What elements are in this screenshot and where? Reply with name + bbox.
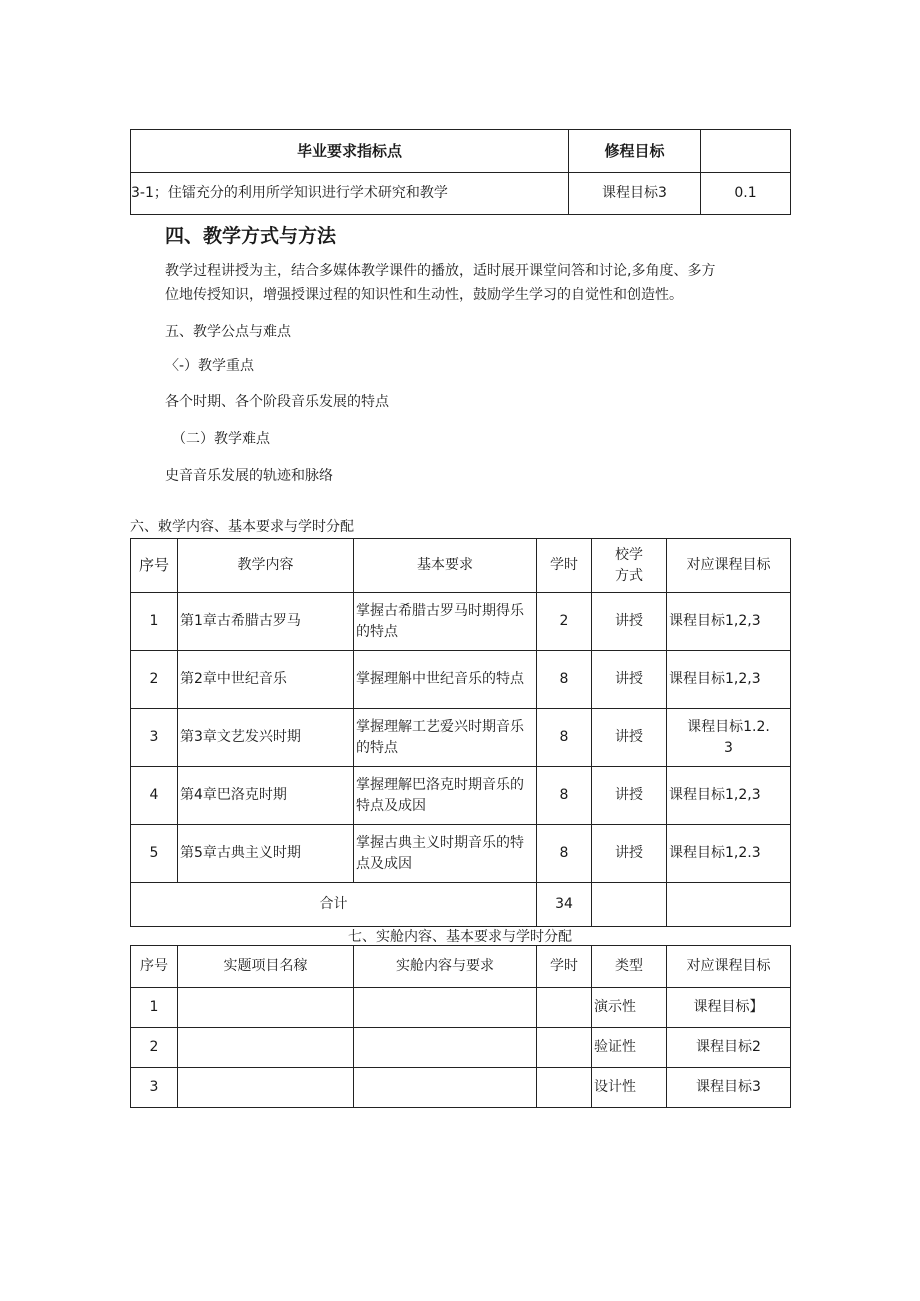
exp-header-type: 类型 <box>592 946 667 988</box>
course-goal-cell: 课程目标3 <box>569 173 701 215</box>
table-row <box>131 767 791 825</box>
exp-header-no: 序号 <box>131 946 178 988</box>
teaching-content-table <box>130 538 791 927</box>
row-no: 1 <box>131 593 178 651</box>
row-goal: 课程目标1,2.3 <box>667 825 791 883</box>
row-goal-line2: 3 <box>724 739 733 756</box>
section5-sub1: 〈-）教学重点 <box>165 358 255 374</box>
row-content: 第4章巴洛克时期 <box>178 767 354 825</box>
exp-row-name <box>178 988 354 1028</box>
table-row <box>131 988 791 1028</box>
graduation-requirement-table <box>130 129 791 215</box>
exp-header-hours: 学时 <box>537 946 592 988</box>
row-content: 第1章古希腊古罗马 <box>178 593 354 651</box>
row-method: 讲授 <box>592 651 667 709</box>
row-hours: 8 <box>537 709 592 767</box>
exp-row-no: 1 <box>131 988 178 1028</box>
total-row <box>131 883 791 927</box>
section5-sub2-text: 史音音乐发展的轨迹和脉络 <box>165 468 333 484</box>
row-method: 讲授 <box>592 593 667 651</box>
header-method-line1: 校学 <box>615 546 643 563</box>
section4-paragraph-line1: 教学过程讲授为主，结合多媒体教学课件的播放，适时展开课堂问答和讨论,多角度、多方 <box>165 263 716 279</box>
weight-cell: 0.1 <box>701 173 791 215</box>
exp-row-goal: 课程目标3 <box>667 1068 791 1108</box>
row-goal: 课程目标1,2,3 <box>667 767 791 825</box>
section4-paragraph-line2: 位地传授知识，增强授课过程的知识性和生动性，鼓励学生学习的自觉性和创造性。 <box>165 287 683 303</box>
row-goal <box>667 709 791 767</box>
row-no: 4 <box>131 767 178 825</box>
row-hours: 8 <box>537 767 592 825</box>
row-hours: 8 <box>537 825 592 883</box>
header-course-goal: 修程目标 <box>569 130 701 173</box>
header-goal: 对应课程目标 <box>667 539 791 593</box>
total-label: 合计 <box>131 883 537 927</box>
exp-row-hours <box>537 1068 592 1108</box>
header-no: 序号 <box>131 539 178 593</box>
row-no: 3 <box>131 709 178 767</box>
exp-row-type: 设计性 <box>592 1068 667 1108</box>
row-content: 第5章古典主义时期 <box>178 825 354 883</box>
row-goal-line1: 课程目标1.2. <box>687 718 770 735</box>
row-hours: 2 <box>537 593 592 651</box>
row-requirement: 掌握理解工艺爱兴时期音乐的特点 <box>354 709 537 767</box>
section5-sub2: （二）教学难点 <box>172 431 270 447</box>
header-method-line2: 方式 <box>615 567 643 584</box>
exp-row-name <box>178 1028 354 1068</box>
exp-header-content: 实舱内容与要求 <box>354 946 537 988</box>
section6-title: 六、敕学内容、基本要求与学时分配 <box>130 519 354 535</box>
exp-row-no: 3 <box>131 1068 178 1108</box>
row-goal: 课程目标1,2,3 <box>667 593 791 651</box>
exp-row-type: 验证性 <box>592 1028 667 1068</box>
table-row <box>131 825 791 883</box>
row-method: 讲授 <box>592 825 667 883</box>
indicator-cell: 3-1；住镭充分的利用所学知识进行学术研究和教学 <box>131 173 569 215</box>
exp-header-name: 实题项目名稼 <box>178 946 354 988</box>
row-requirement: 掌握古典主义时期音乐的特点及成因 <box>354 825 537 883</box>
exp-row-hours <box>537 1028 592 1068</box>
exp-row-goal: 课程目标2 <box>667 1028 791 1068</box>
header-indicator: 毕业要求指标点 <box>131 130 569 173</box>
exp-row-name <box>178 1068 354 1108</box>
table-row <box>131 1028 791 1068</box>
row-method: 讲授 <box>592 709 667 767</box>
exp-row-type: 演示性 <box>592 988 667 1028</box>
row-no: 2 <box>131 651 178 709</box>
total-hours: 34 <box>537 883 592 927</box>
header-hours: 学时 <box>537 539 592 593</box>
experiment-table <box>130 945 791 1108</box>
table-row <box>131 651 791 709</box>
row-goal: 课程目标1,2,3 <box>667 651 791 709</box>
section5-sub1-text: 各个时期、各个阶段音乐发展的特点 <box>165 394 389 410</box>
exp-row-content <box>354 1028 537 1068</box>
exp-row-content <box>354 988 537 1028</box>
header-weight <box>701 130 791 173</box>
exp-row-content <box>354 1068 537 1108</box>
table-row <box>131 593 791 651</box>
row-requirement: 掌握理解巴洛克时期音乐的特点及成因 <box>354 767 537 825</box>
header-requirement: 基本要求 <box>354 539 537 593</box>
section7-title: 七、实舱内容、基本要求与学时分配 <box>348 929 572 945</box>
row-no: 5 <box>131 825 178 883</box>
exp-header-goal: 对应课程目标 <box>667 946 791 988</box>
table-row <box>131 709 791 767</box>
section5-title: 五、教学公点与难点 <box>165 324 291 340</box>
exp-row-hours <box>537 988 592 1028</box>
row-content: 第2章中世纪音乐 <box>178 651 354 709</box>
row-hours: 8 <box>537 651 592 709</box>
header-method <box>592 539 667 593</box>
header-content: 教学内容 <box>178 539 354 593</box>
total-goal-empty <box>667 883 791 927</box>
row-content: 第3章文艺发兴时期 <box>178 709 354 767</box>
row-method: 讲授 <box>592 767 667 825</box>
row-requirement: 掌握理斛中世纪音乐的特点 <box>354 651 537 709</box>
exp-row-goal: 课程目标】 <box>667 988 791 1028</box>
row-requirement: 掌握古希腊古罗马时期得乐的特点 <box>354 593 537 651</box>
exp-row-no: 2 <box>131 1028 178 1068</box>
table-row <box>131 1068 791 1108</box>
section4-title: 四、教学方式与方法 <box>165 225 337 247</box>
total-method-empty <box>592 883 667 927</box>
